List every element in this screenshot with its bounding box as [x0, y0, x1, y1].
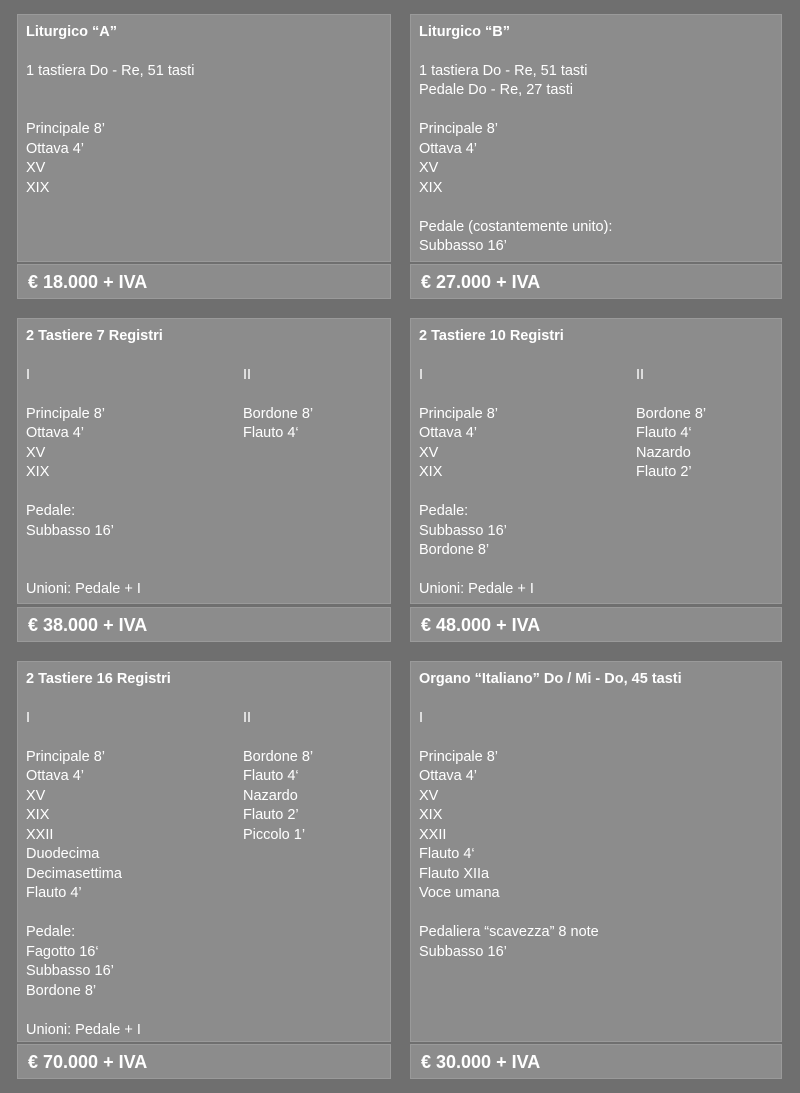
stop-item: Duodecima [26, 846, 100, 862]
unions: Unioni: Pedale + I [26, 581, 141, 597]
manual-i-header: I [419, 709, 424, 726]
stop-item: Principale 8’ [419, 405, 498, 422]
stop-item: Flauto 2’ [636, 464, 692, 480]
stop-item: Principale 8’ [419, 121, 498, 137]
stop-item: XIX [419, 807, 443, 823]
price-2-tastiere-10: € 48.000 + IVA [410, 607, 782, 642]
manual-i-header: I [419, 366, 424, 383]
stop-item: XV [419, 444, 439, 461]
stop-item: Voce umana [419, 885, 500, 901]
keyboard-spec: 1 tastiera Do - Re, 51 tasti [26, 62, 195, 79]
stop-item: XXII [26, 826, 54, 843]
pedal-label: Pedale (costantemente unito): [419, 218, 613, 235]
stop-item: Principale 8’ [26, 121, 105, 137]
stop-item: Flauto 4‘ [419, 846, 475, 862]
pedal-stop: Subbasso 16’ [26, 522, 114, 539]
keyboard-spec: 1 tastiera Do - Re, 51 tasti [419, 62, 588, 79]
pedal-label: Pedale: [26, 503, 76, 519]
stop-item: Ottava 4’ [419, 140, 478, 157]
stop-item: XIX [26, 464, 50, 480]
unions: Unioni: Pedale + I [26, 1021, 141, 1038]
pedal-stop: Subbasso 16’ [419, 943, 507, 960]
stop-item: Flauto 4‘ [243, 768, 299, 784]
card-liturgico-a [17, 14, 391, 262]
stop-item: Principale 8’ [419, 748, 498, 765]
stop-item: Flauto 4‘ [243, 425, 299, 441]
stop-item: XV [419, 160, 439, 176]
pedal-stop: Fagotto 16‘ [26, 943, 99, 960]
stop-item: Piccolo 1’ [243, 826, 306, 843]
manual-ii-header: II [243, 366, 252, 383]
pedal-stop: Subbasso 16’ [419, 522, 507, 539]
stop-item: XXII [419, 826, 447, 843]
card-2-tastiere-16 [17, 661, 391, 1042]
pedal-stop: Subbasso 16’ [26, 963, 114, 979]
price-liturgico-a: € 18.000 + IVA [17, 264, 391, 299]
stop-item: XIX [419, 464, 443, 480]
card-organo-italiano [410, 661, 782, 1042]
stop-item: Ottava 4’ [26, 140, 85, 157]
card-title: 2 Tastiere 16 Registri [26, 671, 171, 687]
stop-item: Bordone 8’ [243, 748, 314, 765]
stop-item: Bordone 8’ [636, 405, 707, 422]
stop-item: Ottava 4’ [419, 425, 478, 441]
price-2-tastiere-16: € 70.000 + IVA [17, 1044, 391, 1079]
stop-item: Flauto XIIa [419, 865, 490, 882]
stop-item: Ottava 4’ [26, 768, 85, 784]
manual-i-header: I [26, 366, 31, 383]
price-2-tastiere-7: € 38.000 + IVA [17, 607, 391, 642]
stop-item: Principale 8’ [26, 748, 105, 765]
card-2-tastiere-10 [410, 318, 782, 604]
stop-item: XV [419, 787, 439, 804]
card-liturgico-b [410, 14, 782, 262]
card-title: Liturgico “A” [26, 24, 118, 40]
stop-item: XIX [419, 179, 443, 196]
pedal-label: Pedaliera “scavezza” 8 note [419, 924, 599, 940]
stop-item: XV [26, 787, 46, 804]
pedal-stop: Subbasso 16’ [419, 238, 507, 254]
stop-item: Flauto 4‘ [636, 425, 692, 441]
stop-item: Decimasettima [26, 865, 122, 882]
card-title: 2 Tastiere 7 Registri [26, 328, 163, 344]
stop-item: XIX [26, 807, 50, 823]
stop-item: XV [26, 444, 46, 461]
price-organo-italiano: € 30.000 + IVA [410, 1044, 782, 1079]
unions: Unioni: Pedale + I [419, 581, 534, 597]
manual-i-header: I [26, 709, 31, 726]
stop-item: Flauto 2’ [243, 807, 299, 823]
stop-item: Principale 8’ [26, 405, 105, 422]
stop-item: Nazardo [636, 444, 691, 461]
manual-ii-header: II [243, 709, 252, 726]
card-title: 2 Tastiere 10 Registri [419, 328, 564, 344]
pedal-label: Pedale: [419, 503, 469, 519]
stop-item: Ottava 4’ [419, 768, 478, 784]
stop-item: XIX [26, 179, 50, 196]
stop-item: Nazardo [243, 787, 298, 804]
stop-item: Ottava 4’ [26, 425, 85, 441]
stop-item: Flauto 4’ [26, 885, 82, 901]
pedal-stop: Bordone 8’ [419, 542, 490, 558]
manual-ii-header: II [636, 366, 645, 383]
stop-item: XV [26, 160, 46, 176]
pedal-stop: Bordone 8’ [26, 982, 97, 999]
pedal-spec: Pedale Do - Re, 27 tasti [419, 82, 573, 98]
stop-item: Bordone 8’ [243, 405, 314, 422]
card-title: Organo “Italiano” Do / Mi - Do, 45 tasti [419, 671, 682, 687]
card-2-tastiere-7 [17, 318, 391, 604]
card-title: Liturgico “B” [419, 24, 511, 40]
price-liturgico-b: € 27.000 + IVA [410, 264, 782, 299]
pedal-label: Pedale: [26, 924, 76, 940]
